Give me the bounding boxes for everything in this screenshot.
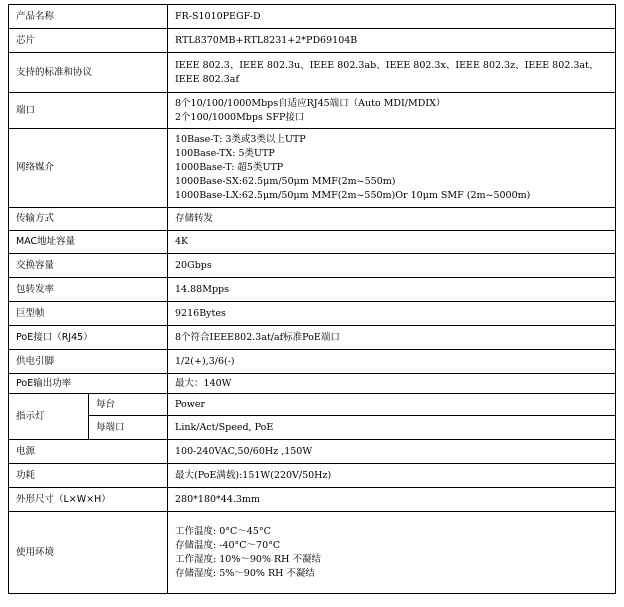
table-row bbox=[9, 440, 616, 464]
row-label: 包转发率 bbox=[9, 278, 168, 302]
row-label: 巨型帧 bbox=[9, 302, 168, 326]
table-row bbox=[9, 53, 616, 93]
row-label: 芯片 bbox=[9, 29, 168, 53]
table-row bbox=[9, 302, 616, 326]
row-value: RTL8370MB+RTL8231+2*PD69104B bbox=[168, 29, 616, 53]
spec-table bbox=[8, 4, 616, 594]
table-row bbox=[9, 29, 616, 53]
row-label: 外形尺寸（L×W×H） bbox=[9, 488, 168, 512]
table-row bbox=[9, 254, 616, 278]
row-label: 网络媒介 bbox=[9, 129, 168, 208]
table-row bbox=[9, 416, 616, 440]
indicator-label: 指示灯 bbox=[9, 394, 89, 440]
row-label: 支持的标准和协议 bbox=[9, 53, 168, 93]
row-value: 最大：140W bbox=[168, 374, 616, 394]
table-row bbox=[9, 374, 616, 394]
row-value: 1/2(+),3/6(-) bbox=[168, 350, 616, 374]
row-label: 传输方式 bbox=[9, 208, 168, 231]
row-value: 8个10/100/1000Mbps自适应RJ45端口（Auto MDI/MDIX） 2个100/1000Mbps SFP接口 bbox=[168, 93, 616, 129]
row-value: 280*180*44.3mm bbox=[168, 488, 616, 512]
table-row bbox=[9, 5, 616, 29]
row-value: 8个符合IEEE802.3at/af标准PoE端口 bbox=[168, 326, 616, 350]
table-row bbox=[9, 231, 616, 254]
row-value: 100-240VAC,50/60Hz ,150W bbox=[168, 440, 616, 464]
row-label: 电源 bbox=[9, 440, 168, 464]
indicator-sub-label: 每台 bbox=[89, 394, 168, 416]
table-row bbox=[9, 129, 616, 208]
row-label: PoE接口（RJ45） bbox=[9, 326, 168, 350]
row-label: PoE输出功率 bbox=[9, 374, 168, 394]
table-row bbox=[9, 488, 616, 512]
row-value: IEEE 802.3、IEEE 802.3u、IEEE 802.3ab、IEEE 802.3x、IEEE 802.3z、IEEE 802.3at、 IEEE 802.3af bbox=[168, 53, 616, 93]
row-label: 产品名称 bbox=[9, 5, 168, 29]
row-value: FR-S1010PEGF-D bbox=[168, 5, 616, 29]
table-row bbox=[9, 278, 616, 302]
table-row bbox=[9, 394, 616, 416]
table-row bbox=[9, 208, 616, 231]
table-row bbox=[9, 464, 616, 488]
row-label: 使用环境 bbox=[9, 512, 168, 594]
table-row bbox=[9, 93, 616, 129]
row-label: MAC地址容量 bbox=[9, 231, 168, 254]
row-value: 14.88Mpps bbox=[168, 278, 616, 302]
row-value: 9216Bytes bbox=[168, 302, 616, 326]
table-row bbox=[9, 326, 616, 350]
row-value: 存储转发 bbox=[168, 208, 616, 231]
row-value: 最大(PoE满载):151W(220V/50Hz) bbox=[168, 464, 616, 488]
row-value: 4K bbox=[168, 231, 616, 254]
row-value: 工作温度: 0°C～45°C 存储温度: -40°C～70°C 工作湿度: 10%～90% RH 不凝结 存储湿度: 5%～90% RH 不凝结 bbox=[168, 512, 616, 594]
table-row bbox=[9, 350, 616, 374]
row-value: 10Base-T: 3类或3类以上UTP 100Base-TX: 5类UTP 1000Base-T: 超5类UTP 1000Base-SX:62.5μm/50μm MMF(2m~550m) 1000Base-LX:62.5μm/50μm MMF(2m~550m)Or 10μm SMF (2m~5000m) bbox=[168, 129, 616, 208]
row-value: Link/Act/Speed, PoE bbox=[168, 416, 616, 440]
row-label: 供电引脚 bbox=[9, 350, 168, 374]
row-label: 功耗 bbox=[9, 464, 168, 488]
row-label: 交换容量 bbox=[9, 254, 168, 278]
row-label: 端口 bbox=[9, 93, 168, 129]
indicator-sub-label: 每端口 bbox=[89, 416, 168, 440]
row-value: Power bbox=[168, 394, 616, 416]
table-row bbox=[9, 512, 616, 594]
row-value: 20Gbps bbox=[168, 254, 616, 278]
